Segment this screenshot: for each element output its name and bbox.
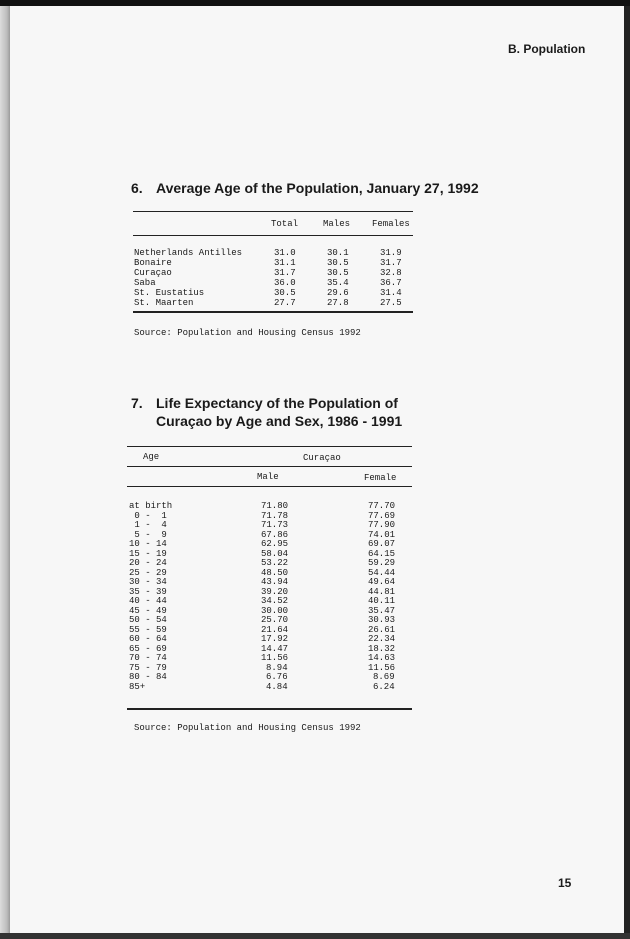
table7-col-female: Female [364, 473, 397, 483]
cell-male: 39.20 [261, 586, 289, 597]
age-group: at birth [129, 501, 173, 511]
cell-female: 8.69 [373, 672, 395, 682]
cell-male: 14.47 [261, 643, 289, 654]
cell-males: 27.8 [327, 298, 349, 308]
age-group: 75 - 79 [129, 662, 167, 673]
table7-title-line1: Life Expectancy of the Population of [156, 395, 398, 411]
table-row [133, 258, 413, 268]
row-label: Curaçao [134, 268, 172, 278]
table-row [133, 268, 413, 278]
table7-title [131, 394, 431, 430]
row-label: Saba [134, 278, 156, 288]
table-row [127, 653, 412, 663]
cell-female: 6.24 [373, 681, 395, 692]
cell-male: 43.94 [261, 577, 289, 587]
cell-female: 35.47 [368, 605, 396, 616]
table-row [127, 634, 412, 644]
cell-female: 14.63 [368, 653, 396, 663]
table6-bottom-rule [133, 311, 413, 313]
table6-header-rule [133, 235, 413, 236]
cell-total: 30.5 [274, 288, 296, 298]
cell-male: 11.56 [261, 653, 289, 663]
table7-group-rule [127, 466, 412, 467]
table-row [127, 568, 412, 578]
cell-male: 17.92 [261, 634, 289, 644]
cell-male: 71.80 [261, 501, 289, 511]
age-group: 70 - 74 [129, 653, 167, 663]
cell-female: 49.64 [368, 577, 396, 587]
table7-col-male: Male [257, 472, 279, 482]
cell-total: 31.1 [274, 258, 296, 268]
page-background [10, 6, 624, 933]
cell-male: 21.64 [261, 624, 289, 635]
cell-females: 36.7 [380, 278, 402, 288]
cell-total: 27.7 [274, 298, 296, 308]
age-group: 55 - 59 [129, 624, 167, 635]
age-group: 0 - 1 [129, 510, 167, 521]
cell-male: 8.94 [266, 662, 288, 673]
cell-males: 30.5 [327, 258, 349, 268]
table6-source: Source: Population and Housing Census 1992 [134, 328, 361, 338]
cell-female: 59.29 [368, 558, 396, 568]
table7-top-rule [127, 446, 412, 447]
table-row [127, 682, 412, 692]
cell-male: 30.00 [261, 605, 289, 616]
table-row [127, 530, 412, 540]
cell-male: 58.04 [261, 548, 289, 559]
table6-col-total: Total [271, 219, 299, 229]
cell-male: 25.70 [261, 615, 289, 625]
table-row [133, 278, 413, 288]
age-group: 30 - 34 [129, 577, 167, 587]
table-row [127, 558, 412, 568]
age-group: 65 - 69 [129, 643, 167, 654]
table6-col-males: Males [323, 219, 351, 229]
age-group: 45 - 49 [129, 605, 167, 616]
age-group: 15 - 19 [129, 548, 167, 559]
cell-females: 31.9 [380, 248, 402, 258]
cell-males: 29.6 [327, 288, 349, 298]
table7-header-rule [127, 486, 412, 487]
table-row [133, 248, 413, 258]
cell-total: 36.0 [274, 278, 296, 288]
cell-male: 48.50 [261, 567, 289, 578]
cell-female: 54.44 [368, 567, 396, 578]
age-group: 40 - 44 [129, 596, 167, 606]
table6-col-females: Females [372, 219, 410, 229]
table7-number: 7. [131, 395, 143, 411]
cell-females: 27.5 [380, 298, 402, 308]
cell-female: 40.11 [368, 596, 396, 606]
age-group: 25 - 29 [129, 567, 167, 578]
table-row [127, 615, 412, 625]
age-group: 35 - 39 [129, 586, 167, 597]
cell-male: 67.86 [261, 529, 289, 540]
table-row [127, 606, 412, 616]
cell-females: 32.8 [380, 268, 402, 278]
age-group: 85+ [129, 681, 146, 692]
cell-males: 30.1 [327, 248, 349, 258]
scan-binding-shadow [0, 6, 10, 939]
age-group: 20 - 24 [129, 558, 167, 568]
table-row [127, 511, 412, 521]
row-label: Bonaire [134, 258, 172, 268]
cell-females: 31.4 [380, 288, 402, 298]
cell-male: 71.78 [261, 510, 289, 521]
table-row [127, 577, 412, 587]
table-row [127, 672, 412, 682]
table7-title-line2: Curaçao by Age and Sex, 1986 - 1991 [156, 413, 403, 429]
cell-male: 6.76 [266, 672, 288, 682]
cell-total: 31.7 [274, 268, 296, 278]
table6-number: 6. [131, 180, 143, 196]
cell-male: 62.95 [261, 539, 289, 549]
table-row [127, 625, 412, 635]
table-row [133, 288, 413, 298]
age-group: 10 - 14 [129, 539, 167, 549]
table6-title [131, 179, 479, 197]
table7-header-curacao: Curaçao [303, 453, 341, 463]
cell-total: 31.0 [274, 248, 296, 258]
cell-male: 4.84 [266, 681, 288, 692]
table-row [127, 501, 412, 511]
cell-male: 53.22 [261, 558, 289, 568]
cell-female: 77.90 [368, 520, 396, 530]
cell-females: 31.7 [380, 258, 402, 268]
table6-top-rule [133, 211, 413, 212]
table7-bottom-rule [127, 708, 412, 710]
cell-female: 77.70 [368, 501, 396, 511]
table-row [133, 298, 413, 308]
table-row [127, 587, 412, 597]
cell-female: 69.07 [368, 539, 396, 549]
age-group: 60 - 64 [129, 634, 167, 644]
age-group: 5 - 9 [129, 529, 167, 540]
scan-right-border [624, 6, 630, 939]
page-number: 15 [558, 876, 572, 890]
table-row [127, 644, 412, 654]
cell-male: 71.73 [261, 520, 289, 530]
table-row [127, 549, 412, 559]
age-group: 80 - 84 [129, 672, 167, 682]
row-label: St. Eustatius [134, 288, 205, 298]
table-row [127, 539, 412, 549]
cell-female: 77.69 [368, 510, 396, 521]
row-label: St. Maarten [134, 298, 194, 308]
table-row [127, 596, 412, 606]
table7-source: Source: Population and Housing Census 1992 [134, 723, 361, 733]
cell-males: 35.4 [327, 278, 349, 288]
cell-female: 64.15 [368, 548, 396, 559]
cell-female: 18.32 [368, 643, 396, 654]
age-group: 50 - 54 [129, 615, 167, 625]
cell-male: 34.52 [261, 596, 289, 606]
cell-female: 26.61 [368, 624, 396, 635]
age-group: 1 - 4 [129, 520, 167, 530]
cell-female: 44.81 [368, 586, 396, 597]
cell-female: 74.01 [368, 529, 396, 540]
cell-males: 30.5 [327, 268, 349, 278]
row-label: Netherlands Antilles [134, 248, 243, 258]
cell-female: 30.93 [368, 615, 396, 625]
table-row [127, 520, 412, 530]
table-row [127, 663, 412, 673]
table7-header-age: Age [143, 452, 160, 462]
cell-female: 11.56 [368, 662, 396, 673]
table6-title-text: Average Age of the Population, January 27, 1992 [156, 180, 479, 196]
scan-bottom-border [0, 933, 630, 939]
running-head: B. Population [508, 42, 586, 56]
cell-female: 22.34 [368, 634, 396, 644]
